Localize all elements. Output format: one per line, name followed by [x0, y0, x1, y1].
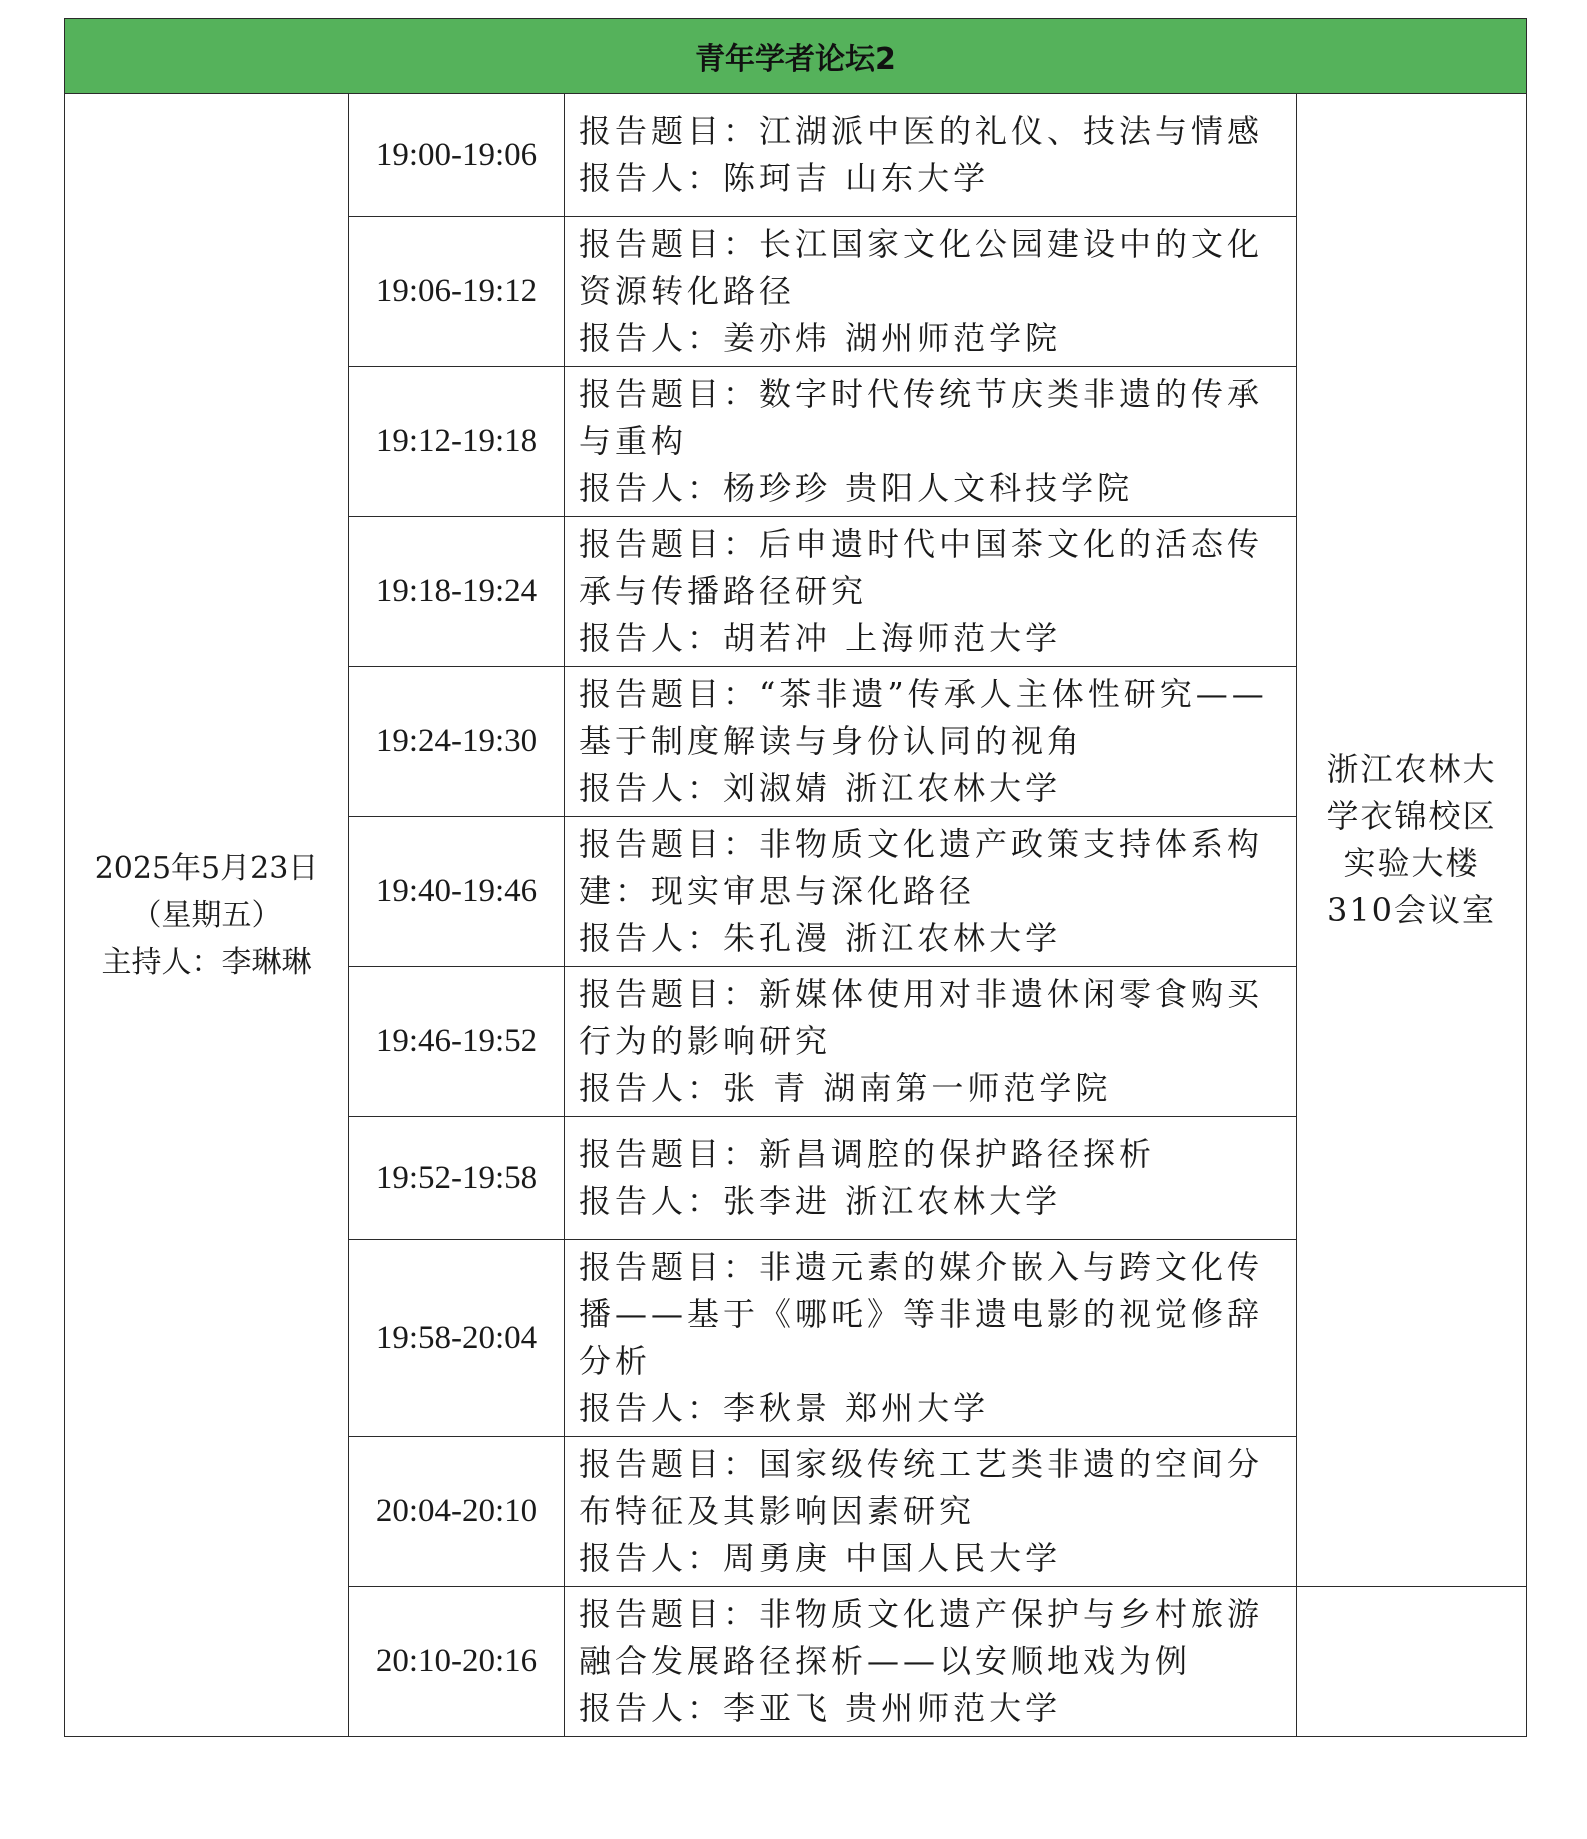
talk-topic: 报告题目：后申遗时代中国茶文化的活态传承与传播路径研究	[579, 525, 1264, 610]
venue-text: 310会议室	[1326, 891, 1497, 929]
venue-text: 学衣锦校区	[1326, 797, 1497, 835]
talk-topic: 报告题目：数字时代传统节庆类非遗的传承与重构	[579, 375, 1264, 460]
talk-speaker: 报告人：胡若冲 上海师范大学	[579, 619, 1062, 657]
venue-text: 浙江农林大	[1326, 750, 1497, 788]
session-time: 20:10-20:16	[349, 1587, 565, 1737]
title-row	[65, 19, 1527, 94]
talk-topic: 报告题目：“茶非遗”传承人主体性研究——基于制度解读与身份认同的视角	[579, 675, 1268, 760]
session-talk	[565, 1437, 1297, 1587]
session-talk	[565, 217, 1297, 367]
session-talk	[565, 667, 1297, 817]
forum-title: 青年学者论坛2	[65, 19, 1527, 94]
session-talk	[565, 94, 1297, 217]
talk-speaker: 报告人：周勇庚 中国人民大学	[579, 1539, 1062, 1577]
venue-empty-cell	[1297, 1587, 1527, 1737]
talk-topic: 报告题目：非物质文化遗产政策支持体系构建：现实审思与深化路径	[579, 825, 1264, 910]
talk-topic: 报告题目：长江国家文化公园建设中的文化资源转化路径	[579, 225, 1264, 310]
session-time: 19:12-19:18	[349, 367, 565, 517]
session-talk	[565, 1587, 1297, 1737]
schedule-table	[64, 18, 1527, 1737]
session-talk	[565, 1117, 1297, 1240]
session-time: 19:58-20:04	[349, 1240, 565, 1437]
session-time: 19:18-19:24	[349, 517, 565, 667]
session-time: 19:24-19:30	[349, 667, 565, 817]
session-talk	[565, 367, 1297, 517]
session-time: 19:40-19:46	[349, 817, 565, 967]
date-text: 2025年5月23日	[94, 850, 319, 886]
talk-topic: 报告题目：非物质文化遗产保护与乡村旅游融合发展路径探析——以安顺地戏为例	[579, 1595, 1264, 1680]
talk-speaker: 报告人：李亚飞 贵州师范大学	[579, 1689, 1062, 1727]
talk-topic: 报告题目：江湖派中医的礼仪、技法与情感	[579, 112, 1264, 150]
session-time: 19:06-19:12	[349, 217, 565, 367]
talk-speaker: 报告人：朱孔漫 浙江农林大学	[579, 919, 1062, 957]
session-talk	[565, 817, 1297, 967]
session-talk	[565, 517, 1297, 667]
talk-speaker: 报告人：姜亦炜 湖州师范学院	[579, 319, 1062, 357]
talk-speaker: 报告人：杨珍珍 贵阳人文科技学院	[579, 469, 1134, 507]
talk-speaker: 报告人：刘淑婧 浙江农林大学	[579, 769, 1062, 807]
talk-speaker: 报告人：张李进 浙江农林大学	[579, 1182, 1062, 1220]
session-time: 20:04-20:10	[349, 1437, 565, 1587]
talk-speaker: 报告人：陈珂吉 山东大学	[579, 159, 990, 197]
session-time: 19:46-19:52	[349, 967, 565, 1117]
talk-speaker: 报告人：张 青 湖南第一师范学院	[579, 1069, 1112, 1107]
date-host-cell	[65, 94, 349, 1737]
talk-topic: 报告题目：国家级传统工艺类非遗的空间分布特征及其影响因素研究	[579, 1445, 1264, 1530]
venue-text: 实验大楼	[1343, 844, 1480, 882]
venue-cell	[1297, 94, 1527, 1587]
session-row	[65, 94, 1527, 217]
date-text: （星期五）	[131, 897, 282, 933]
session-talk	[565, 1240, 1297, 1437]
talk-topic: 报告题目：新媒体使用对非遗休闲零食购买行为的影响研究	[579, 975, 1264, 1060]
talk-topic: 报告题目：新昌调腔的保护路径探析	[579, 1135, 1156, 1173]
session-talk	[565, 967, 1297, 1117]
talk-topic: 报告题目：非遗元素的媒介嵌入与跨文化传播——基于《哪吒》等非遗电影的视觉修辞分析	[579, 1248, 1264, 1380]
talk-speaker: 报告人：李秋景 郑州大学	[579, 1389, 990, 1427]
session-time: 19:52-19:58	[349, 1117, 565, 1240]
session-time: 19:00-19:06	[349, 94, 565, 217]
host-text: 主持人：李琳琳	[101, 944, 312, 980]
schedule-sheet	[64, 18, 1526, 1737]
